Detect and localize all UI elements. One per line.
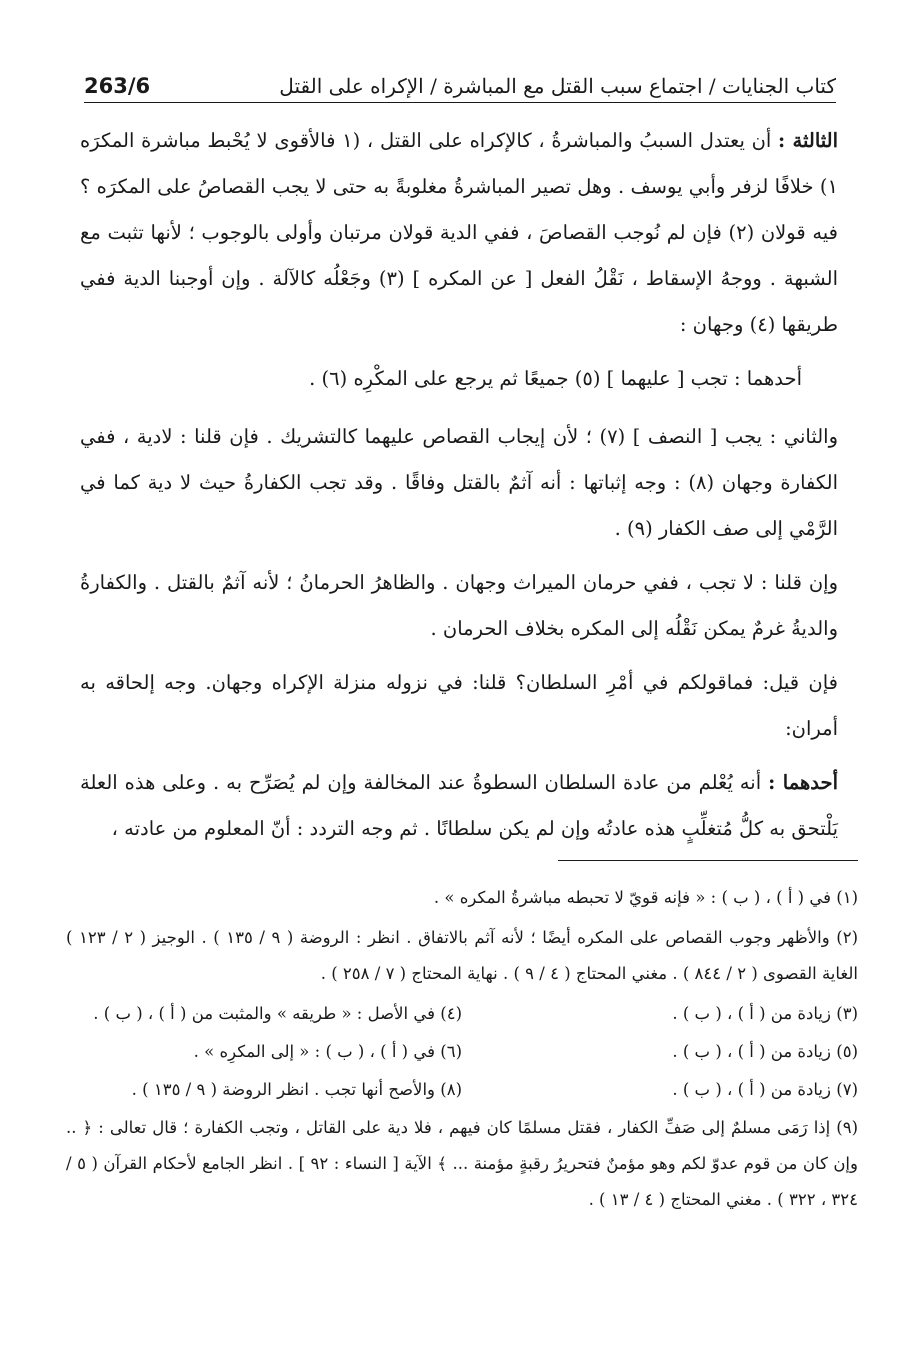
running-header: [84, 58, 836, 103]
paragraph-lead: الثالثة :: [778, 129, 839, 152]
footnote-row: [66, 996, 858, 1032]
footnote-8: (٨) والأصح أنها تجب . انظر الروضة ( ٩ / ١٣٥ ) .: [131, 1080, 462, 1099]
footnote-7: (٧) زيادة من ( أ ) ، ( ب ) .: [672, 1080, 858, 1099]
paragraph-first-reason: [80, 760, 838, 852]
footnote-2: (٢) والأظهر وجوب القصاص على المكره أيضًا ؛ لأنه آثم بالاتفاق . انظر : الروضة ( ٩ / ١٣٥ ) . الوجيز ( ٢ / ١٢٣ ) الغاية القصوى ( ٢ / ٨٤٤ ) . مغني المحتاج ( ٤ / ٩ ) . نهاية المحتاج ( ٧ / ٢٥٨ ) .: [66, 928, 858, 983]
paragraph-lead: أحدهما :: [768, 771, 838, 794]
paragraph-first-way: أحدهما : تجب [ عليهما ] (٥) جميعًا ثم يرجع على المكْرِه (٦) .: [309, 367, 802, 390]
paragraph-third-case: [80, 118, 838, 348]
footnote-5: (٥) زيادة من ( أ ) ، ( ب ) .: [672, 1042, 858, 1061]
footnote-1: (١) في ( أ ) ، ( ب ) : « فإنه قويّ لا تحبطه مباشرةُ المكره » .: [433, 888, 858, 907]
footnote-6: (٦) في ( أ ) ، ( ب ) : « إلى المكرِه » .: [193, 1042, 462, 1061]
footnote-row: [66, 1072, 858, 1108]
footnote-separator: [558, 860, 858, 861]
page-number: 263/6: [84, 74, 151, 98]
footnote-4: (٤) في الأصل : « طريقه » والمثبت من ( أ ) ، ( ب ) .: [93, 1004, 462, 1023]
header-title: كتاب الجنايات / اجتماع سبب القتل مع المباشرة / الإكراه على القتل: [279, 74, 836, 98]
paragraph-text: أن يعتدل السببُ والمباشرةُ ، كالإكراه على القتل ، (١ فالأقوى لا يُحْبط مباشرة المكرَه ١) خلافًا لزفر وأبي يوسف . وهل تصير المباشرةُ مغلوبةً به حتى لا يجب القصاصُ على المكرَه ؟ فيه قولان (٢) فإن لم نُوجب القصاصَ ، ففي الدية قولان مرتبان وأولى بالوجوب ؛ لأنها تثبت مع الشبهة . ووجهُ الإسقاط ، نَقْلُ الفعل [ عن المكره ] (٣) وجَعْلُه كالآلة . وإن أوجبنا الدية ففي طريقها (٤) وجهان :: [80, 129, 838, 336]
footnote-3: (٣) زيادة من ( أ ) ، ( ب ) .: [672, 1004, 858, 1023]
footnote-9: (٩) إذا رَمَى مسلمٌ إلى صَفِّ الكفار ، فقتل مسلمًا كان فيهم ، فلا دية على القاتل ، وتجب الكفارة ؛ قال تعالى : ﴿ .. وإن كان من قوم عدوّ لكم وهو مؤمنٌ فتحريرُ رقبةٍ مؤمنة ... ﴾ الآية [ النساء : ٩٢ ] . انظر الجامع لأحكام القرآن ( ٥ / ٣٢٤ ، ٣٢٢ ) . مغني المحتاج ( ٤ / ١٣ ) .: [66, 1118, 858, 1209]
paragraph-text: أنه يُعْلم من عادة السلطان السطوةُ عند المخالفة وإن لم يُصَرِّح به . وعلى هذه العلة يَلْتحق به كلُّ مُتغلِّبٍ هذه عادتُه وإن لم يكن سلطانًا . ثم وجه التردد : أنّ المعلوم من عادته ،: [80, 771, 838, 840]
footnote-row: [66, 1034, 858, 1070]
paragraph-inheritance: وإن قلنا : لا تجب ، ففي حرمان الميراث وجهان . والظاهرُ الحرمانُ ؛ لأنه آثمٌ بالقتل . والكفارةُ والديةُ غرمٌ يمكن نَقْلُه إلى المكره بخلاف الحرمان .: [80, 571, 838, 640]
main-text: [80, 118, 838, 860]
paragraph-sultan-question: فإن قيل: فماقولكم في أمْرِ السلطان؟ قلنا: في نزوله منزلة الإكراه وجهان. وجه إلحاقه به أمران:: [80, 671, 838, 740]
footnotes: [66, 880, 858, 1222]
paragraph-second-way: والثاني : يجب [ النصف ] (٧) ؛ لأن إيجاب القصاص عليهما كالتشريك . فإن قلنا : لادية ، ففي الكفارة وجهان (٨) : وجه إثباتها : أنه آثمٌ بالقتل وفاقًا . وقد تجب الكفارةُ حيث لا دية كما في الرَّمْي إلى صف الكفار (٩) .: [80, 425, 839, 540]
